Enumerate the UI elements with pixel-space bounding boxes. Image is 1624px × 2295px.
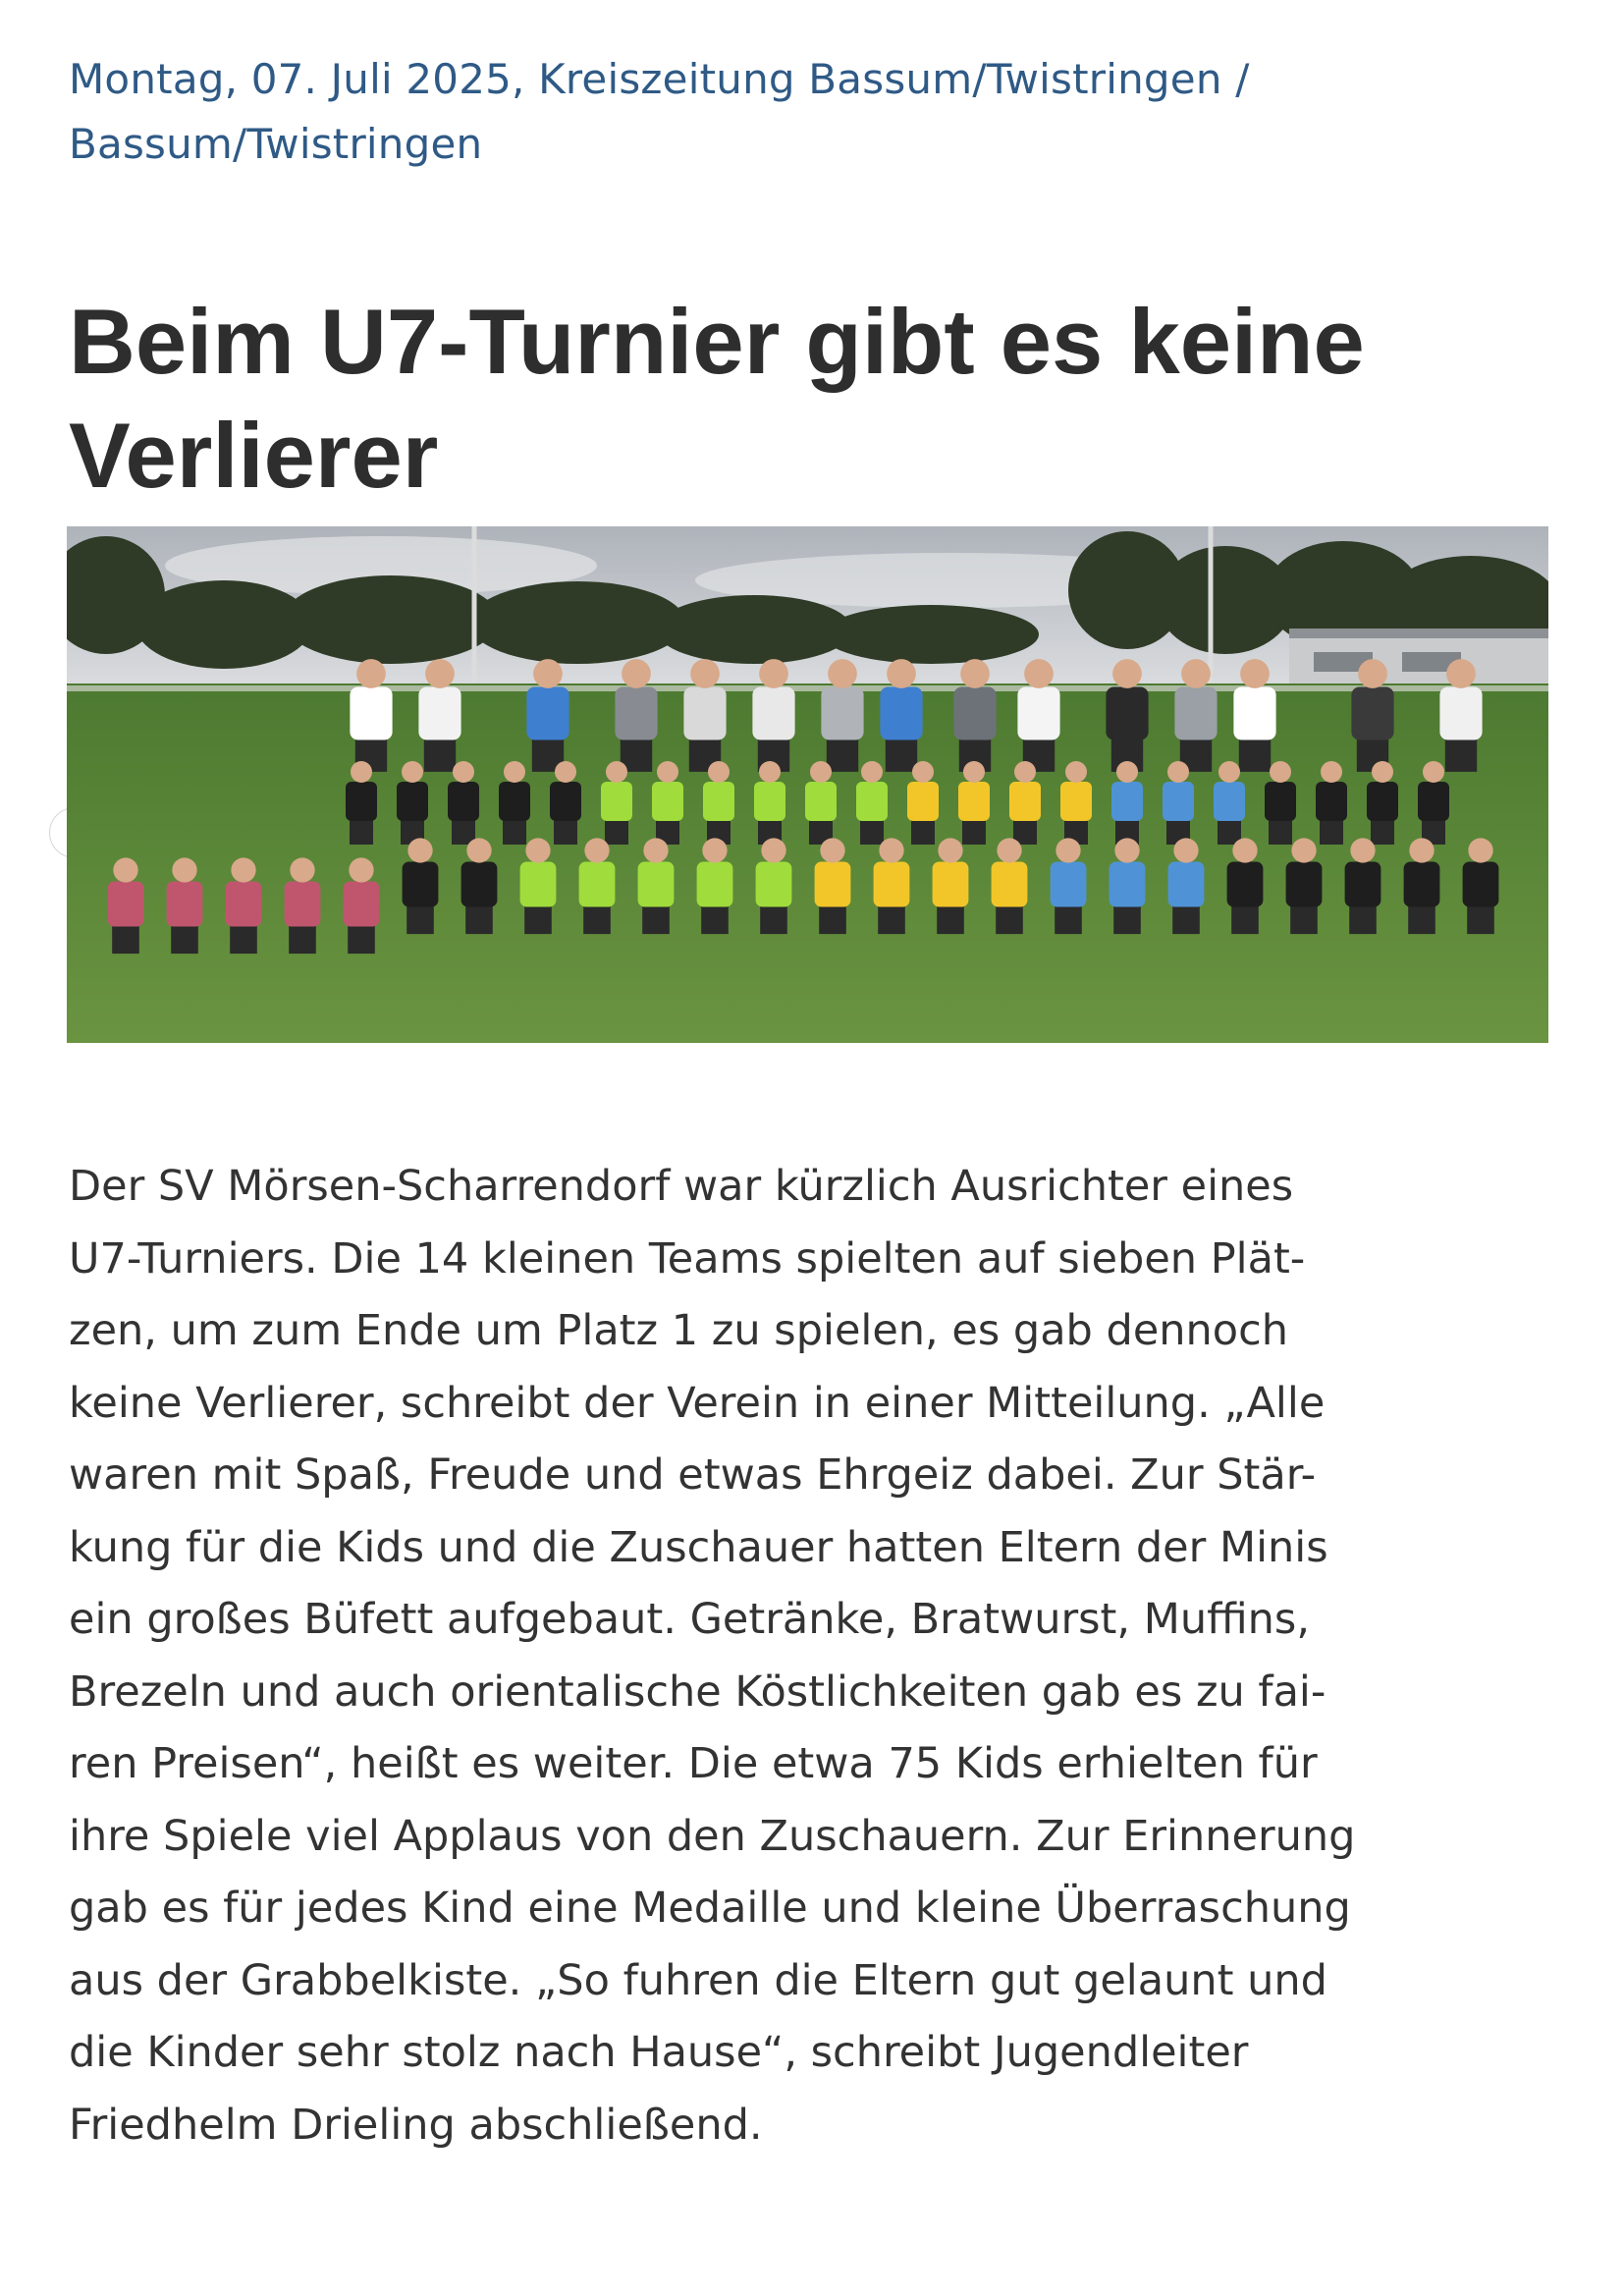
- article-headline: [69, 285, 1561, 513]
- photo-grass: [67, 683, 1548, 1043]
- team-group-photo: [67, 526, 1548, 1043]
- body-line: ren Preisen“, heißt es weiter. Die etwa 75 Kids erhielten für: [69, 1739, 1318, 1788]
- body-line: die Kinder sehr stolz nach Hause“, schreibt Jugendleiter: [69, 2028, 1249, 2077]
- body-line: Friedhelm Drieling abschließend.: [69, 2100, 763, 2150]
- body-line: zen, um zum Ende um Platz 1 zu spielen, es gab dennoch: [69, 1306, 1288, 1355]
- body-line: ihre Spiele viel Applaus von den Zuschauern. Zur Erinnerung: [69, 1811, 1356, 1861]
- photo-boundary-fence: [67, 685, 1548, 691]
- headline-line-1: Beim U7-Turnier gibt es keine: [69, 290, 1365, 393]
- headline-line-2: Verlierer: [69, 404, 439, 507]
- body-line: gab es für jedes Kind eine Medaille und kleine Überraschung: [69, 1884, 1351, 1933]
- dateline-line-2: Bassum/Twistringen: [69, 120, 483, 168]
- body-line: kung für die Kids und die Zuschauer hatten Eltern der Minis: [69, 1522, 1328, 1572]
- body-line: ein großes Büfett aufgebaut. Getränke, Bratwurst, Muffins,: [69, 1595, 1311, 1644]
- article-body: [69, 1151, 1542, 2161]
- body-line: U7-Turniers. Die 14 kleinen Teams spielten auf sieben Plät-: [69, 1233, 1306, 1284]
- body-line: keine Verlierer, schreibt der Verein in einer Mitteilung. „Alle: [69, 1378, 1326, 1428]
- body-line: Der SV Mörsen-Scharrendorf war kürzlich Ausrichter eines: [69, 1162, 1294, 1211]
- body-line: waren mit Spaß, Freude und etwas Ehrgeiz dabei. Zur Stär-: [69, 1450, 1317, 1500]
- dateline-line-1: Montag, 07. Juli 2025, Kreiszeitung Bassum/Twistringen /: [69, 55, 1250, 103]
- dateline: [69, 47, 1463, 177]
- body-line: Brezeln und auch orientalische Köstlichkeiten gab es zu fai-: [69, 1667, 1326, 1717]
- body-line: aus der Grabbelkiste. „So fuhren die Eltern gut gelaunt und: [69, 1955, 1327, 2005]
